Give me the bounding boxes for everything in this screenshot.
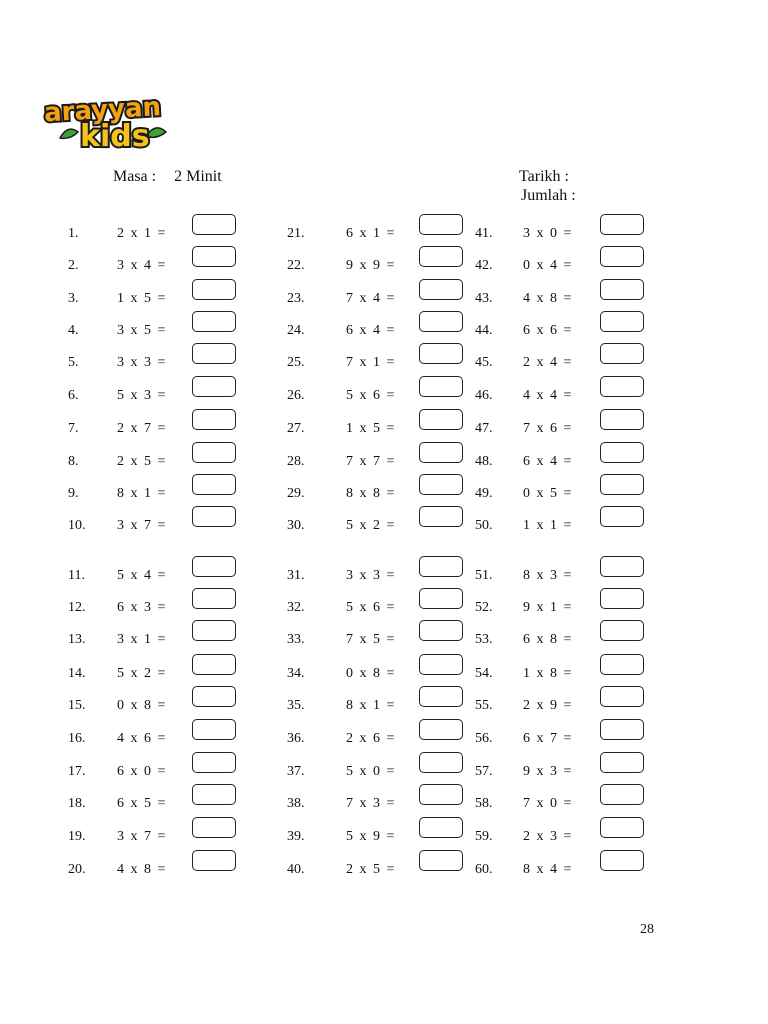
- answer-box[interactable]: [419, 246, 463, 267]
- answer-box[interactable]: [419, 686, 463, 707]
- question-expression: 6 x 7 =: [523, 731, 572, 746]
- question-item: [287, 596, 465, 620]
- answer-box[interactable]: [419, 214, 463, 235]
- question-number: 4.: [68, 323, 79, 338]
- question-number: 27.: [287, 421, 305, 436]
- leaf-icon: [60, 129, 78, 138]
- question-item: [68, 417, 238, 441]
- question-item: [287, 694, 465, 718]
- answer-box[interactable]: [419, 752, 463, 773]
- question-number: 1.: [68, 226, 79, 241]
- answer-box[interactable]: [419, 817, 463, 838]
- answer-box[interactable]: [192, 850, 236, 871]
- answer-box[interactable]: [419, 719, 463, 740]
- question-expression: 0 x 5 =: [523, 486, 572, 501]
- answer-box[interactable]: [600, 474, 644, 495]
- question-expression: 5 x 3 =: [117, 388, 166, 403]
- question-expression: 5 x 6 =: [346, 388, 395, 403]
- question-expression: 1 x 5 =: [346, 421, 395, 436]
- question-number: 58.: [475, 796, 493, 811]
- question-number: 40.: [287, 862, 305, 877]
- answer-box[interactable]: [419, 376, 463, 397]
- answer-box[interactable]: [192, 506, 236, 527]
- question-number: 25.: [287, 355, 305, 370]
- answer-box[interactable]: [600, 752, 644, 773]
- question-item: [287, 628, 465, 652]
- question-expression: 2 x 4 =: [523, 355, 572, 370]
- question-item: [287, 351, 465, 375]
- answer-box[interactable]: [192, 686, 236, 707]
- question-expression: 7 x 7 =: [346, 454, 395, 469]
- question-number: 38.: [287, 796, 305, 811]
- answer-box[interactable]: [192, 474, 236, 495]
- answer-box[interactable]: [600, 376, 644, 397]
- question-expression: 3 x 7 =: [117, 518, 166, 533]
- answer-box[interactable]: [600, 686, 644, 707]
- question-number: 8.: [68, 454, 79, 469]
- question-number: 9.: [68, 486, 79, 501]
- question-expression: 7 x 6 =: [523, 421, 572, 436]
- answer-box[interactable]: [600, 442, 644, 463]
- question-item: [287, 222, 465, 246]
- answer-box[interactable]: [419, 506, 463, 527]
- question-expression: 2 x 7 =: [117, 421, 166, 436]
- question-expression: 8 x 1 =: [117, 486, 166, 501]
- answer-box[interactable]: [419, 588, 463, 609]
- question-item: [475, 825, 646, 849]
- question-expression: 3 x 1 =: [117, 632, 166, 647]
- question-item: [68, 792, 238, 816]
- question-number: 11.: [68, 568, 85, 583]
- question-item: [68, 596, 238, 620]
- question-expression: 5 x 9 =: [346, 829, 395, 844]
- question-number: 28.: [287, 454, 305, 469]
- answer-box[interactable]: [600, 556, 644, 577]
- answer-box[interactable]: [192, 588, 236, 609]
- answer-box[interactable]: [192, 311, 236, 332]
- answer-box[interactable]: [192, 719, 236, 740]
- question-item: [68, 482, 238, 506]
- answer-box[interactable]: [600, 506, 644, 527]
- answer-box[interactable]: [192, 442, 236, 463]
- answer-box[interactable]: [600, 409, 644, 430]
- question-number: 33.: [287, 632, 305, 647]
- answer-box[interactable]: [192, 409, 236, 430]
- question-expression: 2 x 3 =: [523, 829, 572, 844]
- question-expression: 3 x 5 =: [117, 323, 166, 338]
- answer-box[interactable]: [419, 279, 463, 300]
- question-expression: 6 x 1 =: [346, 226, 395, 241]
- question-item: [475, 727, 646, 751]
- question-expression: 2 x 5 =: [117, 454, 166, 469]
- question-expression: 6 x 5 =: [117, 796, 166, 811]
- question-expression: 1 x 8 =: [523, 666, 572, 681]
- question-number: 55.: [475, 698, 493, 713]
- question-number: 57.: [475, 764, 493, 779]
- question-expression: 8 x 8 =: [346, 486, 395, 501]
- question-item: [287, 450, 465, 474]
- page-number: 28: [640, 922, 654, 937]
- question-item: [287, 662, 465, 686]
- question-item: [287, 727, 465, 751]
- answer-box[interactable]: [419, 620, 463, 641]
- question-item: [287, 319, 465, 343]
- question-item: [475, 287, 646, 311]
- question-expression: 3 x 0 =: [523, 226, 572, 241]
- question-item: [287, 825, 465, 849]
- answer-box[interactable]: [192, 279, 236, 300]
- question-expression: 3 x 3 =: [346, 568, 395, 583]
- question-number: 53.: [475, 632, 493, 647]
- question-item: [68, 319, 238, 343]
- question-number: 37.: [287, 764, 305, 779]
- question-number: 23.: [287, 291, 305, 306]
- question-expression: 6 x 8 =: [523, 632, 572, 647]
- question-number: 41.: [475, 226, 493, 241]
- question-number: 14.: [68, 666, 86, 681]
- question-item: [287, 384, 465, 408]
- question-item: [68, 628, 238, 652]
- question-expression: 4 x 8 =: [117, 862, 166, 877]
- question-expression: 1 x 1 =: [523, 518, 572, 533]
- question-number: 34.: [287, 666, 305, 681]
- answer-box[interactable]: [419, 343, 463, 364]
- question-number: 60.: [475, 862, 493, 877]
- question-number: 6.: [68, 388, 79, 403]
- question-item: [68, 222, 238, 246]
- question-item: [68, 384, 238, 408]
- question-item: [475, 417, 646, 441]
- question-number: 45.: [475, 355, 493, 370]
- question-number: 36.: [287, 731, 305, 746]
- question-expression: 5 x 6 =: [346, 600, 395, 615]
- question-number: 42.: [475, 258, 493, 273]
- question-number: 20.: [68, 862, 86, 877]
- question-expression: 7 x 1 =: [346, 355, 395, 370]
- question-item: [475, 319, 646, 343]
- question-item: [475, 482, 646, 506]
- svg-text:arayyan: arayyan: [43, 92, 162, 129]
- answer-box[interactable]: [600, 311, 644, 332]
- question-number: 16.: [68, 731, 86, 746]
- question-item: [287, 254, 465, 278]
- question-number: 44.: [475, 323, 493, 338]
- question-expression: 8 x 3 =: [523, 568, 572, 583]
- answer-box[interactable]: [419, 311, 463, 332]
- tarikh-label: Tarikh :: [519, 168, 569, 185]
- question-expression: 0 x 4 =: [523, 258, 572, 273]
- question-expression: 7 x 0 =: [523, 796, 572, 811]
- question-item: [287, 514, 465, 538]
- answer-box[interactable]: [419, 474, 463, 495]
- answer-box[interactable]: [419, 556, 463, 577]
- question-item: [287, 417, 465, 441]
- question-item: [68, 727, 238, 751]
- answer-box[interactable]: [600, 246, 644, 267]
- question-expression: 6 x 4 =: [346, 323, 395, 338]
- answer-box[interactable]: [192, 343, 236, 364]
- question-item: [68, 450, 238, 474]
- answer-box[interactable]: [192, 246, 236, 267]
- question-number: 7.: [68, 421, 79, 436]
- question-expression: 6 x 3 =: [117, 600, 166, 615]
- question-item: [475, 384, 646, 408]
- question-expression: 2 x 6 =: [346, 731, 395, 746]
- question-expression: 9 x 3 =: [523, 764, 572, 779]
- answer-box[interactable]: [419, 850, 463, 871]
- question-item: [287, 792, 465, 816]
- question-item: [68, 514, 238, 538]
- question-expression: 8 x 1 =: [346, 698, 395, 713]
- answer-box[interactable]: [600, 588, 644, 609]
- question-item: [475, 254, 646, 278]
- answer-box[interactable]: [192, 214, 236, 235]
- answer-box[interactable]: [600, 343, 644, 364]
- question-item: [475, 222, 646, 246]
- question-item: [287, 482, 465, 506]
- question-expression: 3 x 7 =: [117, 829, 166, 844]
- question-expression: 4 x 6 =: [117, 731, 166, 746]
- question-expression: 2 x 9 =: [523, 698, 572, 713]
- question-number: 59.: [475, 829, 493, 844]
- question-item: [68, 254, 238, 278]
- question-number: 46.: [475, 388, 493, 403]
- masa-row: [113, 168, 222, 186]
- question-number: 32.: [287, 600, 305, 615]
- question-item: [475, 514, 646, 538]
- answer-box[interactable]: [600, 214, 644, 235]
- answer-box[interactable]: [419, 442, 463, 463]
- question-number: 48.: [475, 454, 493, 469]
- answer-box[interactable]: [192, 752, 236, 773]
- svg-text:kids: kids: [80, 119, 150, 152]
- question-item: [475, 662, 646, 686]
- question-number: 17.: [68, 764, 86, 779]
- question-expression: 7 x 3 =: [346, 796, 395, 811]
- arayyan-kids-logo: [38, 80, 188, 152]
- question-number: 2.: [68, 258, 79, 273]
- question-expression: 5 x 2 =: [346, 518, 395, 533]
- question-item: [475, 628, 646, 652]
- question-item: [68, 858, 238, 882]
- question-number: 49.: [475, 486, 493, 501]
- masa-label: Masa :: [113, 168, 157, 185]
- question-expression: 9 x 9 =: [346, 258, 395, 273]
- question-number: 5.: [68, 355, 79, 370]
- question-expression: 2 x 1 =: [117, 226, 166, 241]
- question-number: 12.: [68, 600, 86, 615]
- answer-box[interactable]: [192, 654, 236, 675]
- question-expression: 3 x 3 =: [117, 355, 166, 370]
- question-expression: 0 x 8 =: [117, 698, 166, 713]
- answer-box[interactable]: [600, 850, 644, 871]
- question-number: 52.: [475, 600, 493, 615]
- question-expression: 9 x 1 =: [523, 600, 572, 615]
- question-number: 22.: [287, 258, 305, 273]
- question-expression: 7 x 4 =: [346, 291, 395, 306]
- answer-box[interactable]: [419, 654, 463, 675]
- question-number: 26.: [287, 388, 305, 403]
- question-number: 51.: [475, 568, 493, 583]
- answer-box[interactable]: [419, 409, 463, 430]
- answer-box[interactable]: [600, 654, 644, 675]
- question-item: [68, 694, 238, 718]
- question-item: [68, 760, 238, 784]
- question-number: 31.: [287, 568, 305, 583]
- question-expression: 7 x 5 =: [346, 632, 395, 647]
- answer-box[interactable]: [192, 620, 236, 641]
- question-expression: 2 x 5 =: [346, 862, 395, 877]
- question-item: [475, 858, 646, 882]
- question-item: [475, 694, 646, 718]
- question-item: [287, 760, 465, 784]
- question-expression: 4 x 4 =: [523, 388, 572, 403]
- answer-box[interactable]: [600, 279, 644, 300]
- jumlah-label: Jumlah :: [521, 187, 576, 204]
- question-item: [68, 662, 238, 686]
- question-expression: 1 x 5 =: [117, 291, 166, 306]
- question-number: 15.: [68, 698, 86, 713]
- question-number: 3.: [68, 291, 79, 306]
- question-number: 18.: [68, 796, 86, 811]
- question-item: [68, 287, 238, 311]
- answer-box[interactable]: [600, 817, 644, 838]
- question-number: 10.: [68, 518, 86, 533]
- question-number: 30.: [287, 518, 305, 533]
- answer-box[interactable]: [600, 620, 644, 641]
- question-item: [475, 760, 646, 784]
- question-item: [287, 564, 465, 588]
- question-expression: 6 x 4 =: [523, 454, 572, 469]
- question-number: 21.: [287, 226, 305, 241]
- question-item: [287, 858, 465, 882]
- question-item: [68, 351, 238, 375]
- question-expression: 8 x 4 =: [523, 862, 572, 877]
- question-number: 29.: [287, 486, 305, 501]
- answer-box[interactable]: [600, 719, 644, 740]
- question-expression: 4 x 8 =: [523, 291, 572, 306]
- masa-value: 2 Minit: [174, 168, 222, 185]
- question-item: [475, 564, 646, 588]
- question-number: 13.: [68, 632, 86, 647]
- question-number: 54.: [475, 666, 493, 681]
- answer-box[interactable]: [192, 817, 236, 838]
- answer-box[interactable]: [192, 784, 236, 805]
- question-item: [475, 351, 646, 375]
- question-expression: 6 x 0 =: [117, 764, 166, 779]
- question-number: 19.: [68, 829, 86, 844]
- question-expression: 5 x 2 =: [117, 666, 166, 681]
- answer-box[interactable]: [419, 784, 463, 805]
- question-number: 50.: [475, 518, 493, 533]
- question-number: 35.: [287, 698, 305, 713]
- question-number: 43.: [475, 291, 493, 306]
- question-expression: 5 x 4 =: [117, 568, 166, 583]
- question-expression: 5 x 0 =: [346, 764, 395, 779]
- question-expression: 0 x 8 =: [346, 666, 395, 681]
- question-item: [475, 792, 646, 816]
- answer-box[interactable]: [600, 784, 644, 805]
- question-item: [68, 564, 238, 588]
- question-number: 24.: [287, 323, 305, 338]
- question-item: [68, 825, 238, 849]
- answer-box[interactable]: [192, 376, 236, 397]
- question-expression: 6 x 6 =: [523, 323, 572, 338]
- answer-box[interactable]: [192, 556, 236, 577]
- question-number: 56.: [475, 731, 493, 746]
- question-number: 39.: [287, 829, 305, 844]
- question-expression: 3 x 4 =: [117, 258, 166, 273]
- question-item: [475, 450, 646, 474]
- question-item: [287, 287, 465, 311]
- question-item: [475, 596, 646, 620]
- question-number: 47.: [475, 421, 493, 436]
